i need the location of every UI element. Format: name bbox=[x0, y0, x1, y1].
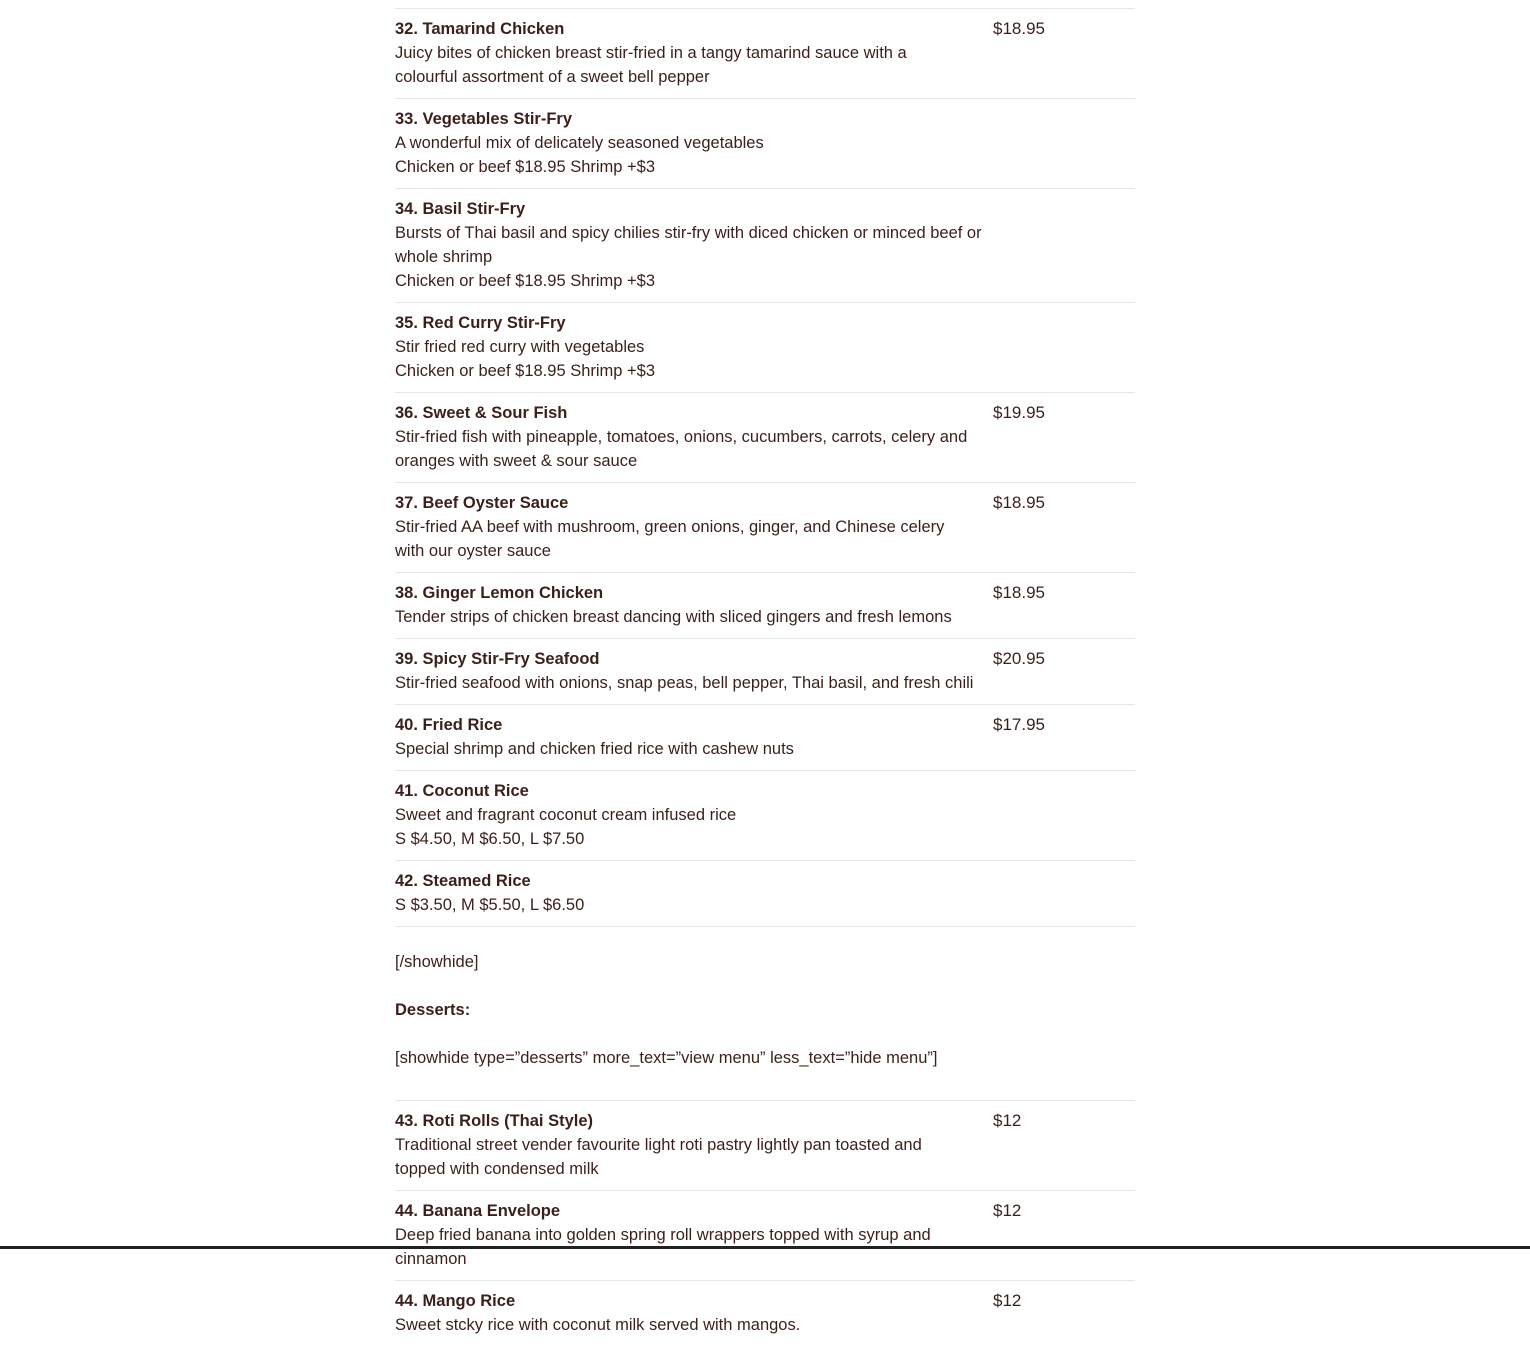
menu-item-title: 36. Sweet & Sour Fish bbox=[395, 404, 568, 422]
menu-item-row bbox=[395, 704, 1135, 770]
menu-item-row bbox=[395, 98, 1135, 188]
menu-item-title: 35. Red Curry Stir-Fry bbox=[395, 314, 566, 332]
menu-item-row bbox=[395, 8, 1135, 98]
menu-item-title: 41. Coconut Rice bbox=[395, 782, 529, 800]
menu-item-title: 43. Roti Rolls (Thai Style) bbox=[395, 1112, 594, 1130]
menu-item-description-cell bbox=[395, 311, 993, 383]
mains-menu-table bbox=[395, 8, 1135, 927]
menu-item-title: 39. Spicy Stir-Fry Seafood bbox=[395, 650, 600, 668]
menu-item-detail: Tender strips of chicken breast dancing with sliced gingers and fresh lemons bbox=[395, 608, 952, 626]
menu-item-description-cell bbox=[395, 713, 993, 761]
menu-item-description-cell bbox=[395, 197, 993, 293]
menu-item-detail: topped with condensed milk bbox=[395, 1160, 599, 1178]
menu-item-description-cell bbox=[395, 779, 993, 851]
menu-item-detail: Bursts of Thai basil and spicy chilies stir-fry with diced chicken or minced beef or whole shrimp bbox=[395, 224, 982, 266]
menu-item-detail: Traditional street vender favourite light roti pastry lightly pan toasted and bbox=[395, 1136, 922, 1154]
menu-item-detail: Sweet stcky rice with coconut milk served with mangos. bbox=[395, 1316, 801, 1334]
menu-item-price: $12 bbox=[993, 1291, 1022, 1310]
menu-item-detail: S $3.50, M $5.50, L $6.50 bbox=[395, 896, 585, 914]
menu-item-detail: Chicken or beef $18.95 Shrimp +$3 bbox=[395, 158, 656, 176]
menu-item-row bbox=[395, 1280, 1135, 1346]
menu-item-detail: Stir-fried fish with pineapple, tomatoes, onions, cucumbers, carrots, celery and bbox=[395, 428, 968, 446]
menu-item-detail: Deep fried banana into golden spring roll wrappers topped with syrup and bbox=[395, 1226, 931, 1244]
menu-item-description-cell bbox=[395, 1109, 993, 1181]
desserts-menu-table bbox=[395, 1100, 1135, 1346]
menu-item-description-cell bbox=[395, 491, 993, 563]
menu-content bbox=[395, 0, 1135, 1346]
menu-item-row bbox=[395, 482, 1135, 572]
menu-item-title: 34. Basil Stir-Fry bbox=[395, 200, 526, 218]
menu-item-description-cell bbox=[395, 17, 993, 89]
menu-item-detail: Juicy bites of chicken breast stir-fried in a tangy tamarind sauce with a bbox=[395, 44, 907, 62]
menu-item-detail: Chicken or beef $18.95 Shrimp +$3 bbox=[395, 272, 656, 290]
menu-item-detail: Stir-fried AA beef with mushroom, green onions, ginger, and Chinese celery bbox=[395, 518, 945, 536]
menu-item-row bbox=[395, 638, 1135, 704]
menu-item-detail: Sweet and fragrant coconut cream infused rice bbox=[395, 806, 737, 824]
menu-item-title: 44. Banana Envelope bbox=[395, 1202, 561, 1220]
menu-item-price: $19.95 bbox=[993, 403, 1045, 422]
menu-item-detail: A wonderful mix of delicately seasoned vegetables bbox=[395, 134, 764, 152]
menu-item-row bbox=[395, 188, 1135, 302]
menu-item-detail: Stir-fried seafood with onions, snap peas, bell pepper, Thai basil, and fresh chili bbox=[395, 674, 974, 692]
menu-item-description-cell bbox=[395, 401, 993, 473]
menu-item-price bbox=[993, 197, 1135, 293]
menu-item-price: $20.95 bbox=[993, 649, 1045, 668]
menu-item-price: $12 bbox=[993, 1201, 1022, 1220]
menu-item-price: $18.95 bbox=[993, 19, 1045, 38]
menu-item-price: $17.95 bbox=[993, 715, 1045, 734]
menu-item-row bbox=[395, 770, 1135, 860]
menu-item-title: 32. Tamarind Chicken bbox=[395, 20, 565, 38]
menu-item-row bbox=[395, 1190, 1135, 1280]
menu-item-description-cell bbox=[395, 647, 993, 695]
menu-item-title: 44. Mango Rice bbox=[395, 1292, 516, 1310]
menu-item-detail: cinnamon bbox=[395, 1250, 467, 1268]
menu-item-price: $18.95 bbox=[993, 493, 1045, 512]
menu-item-row bbox=[395, 1100, 1135, 1190]
menu-item-detail: oranges with sweet & sour sauce bbox=[395, 452, 638, 470]
menu-item-title: 38. Ginger Lemon Chicken bbox=[395, 584, 604, 602]
menu-item-row bbox=[395, 572, 1135, 638]
menu-item-price: $12 bbox=[993, 1111, 1022, 1130]
menu-item-row bbox=[395, 392, 1135, 482]
menu-item-price bbox=[993, 107, 1135, 179]
menu-item-detail: with our oyster sauce bbox=[395, 542, 551, 560]
menu-item-description-cell bbox=[395, 1289, 993, 1337]
desserts-heading: Desserts: bbox=[395, 1001, 471, 1019]
menu-item-price: $18.95 bbox=[993, 583, 1045, 602]
menu-item-description-cell bbox=[395, 869, 993, 917]
menu-item-description-cell bbox=[395, 107, 993, 179]
menu-item-detail: Stir fried red curry with vegetables bbox=[395, 338, 645, 356]
menu-item-detail: Special shrimp and chicken fried rice with cashew nuts bbox=[395, 740, 794, 758]
menu-item-title: 37. Beef Oyster Sauce bbox=[395, 494, 569, 512]
menu-item-detail: S $4.50, M $6.50, L $7.50 bbox=[395, 830, 585, 848]
menu-item-price bbox=[993, 869, 1135, 917]
menu-item-description-cell bbox=[395, 581, 993, 629]
menu-item-title: 40. Fried Rice bbox=[395, 716, 503, 734]
menu-item-row bbox=[395, 860, 1135, 927]
menu-item-title: 33. Vegetables Stir-Fry bbox=[395, 110, 572, 128]
menu-item-price bbox=[993, 779, 1135, 851]
menu-item-title: 42. Steamed Rice bbox=[395, 872, 531, 890]
shortcode-end-text: [/showhide] bbox=[395, 953, 479, 971]
menu-item-description-cell bbox=[395, 1199, 993, 1271]
menu-item-price bbox=[993, 311, 1135, 383]
menu-item-detail: colourful assortment of a sweet bell pepper bbox=[395, 68, 710, 86]
shortcode-start-text: [showhide type=”desserts” more_text=”view menu” less_text=”hide menu”] bbox=[395, 1049, 938, 1067]
menu-item-detail: Chicken or beef $18.95 Shrimp +$3 bbox=[395, 362, 656, 380]
menu-item-row bbox=[395, 302, 1135, 392]
